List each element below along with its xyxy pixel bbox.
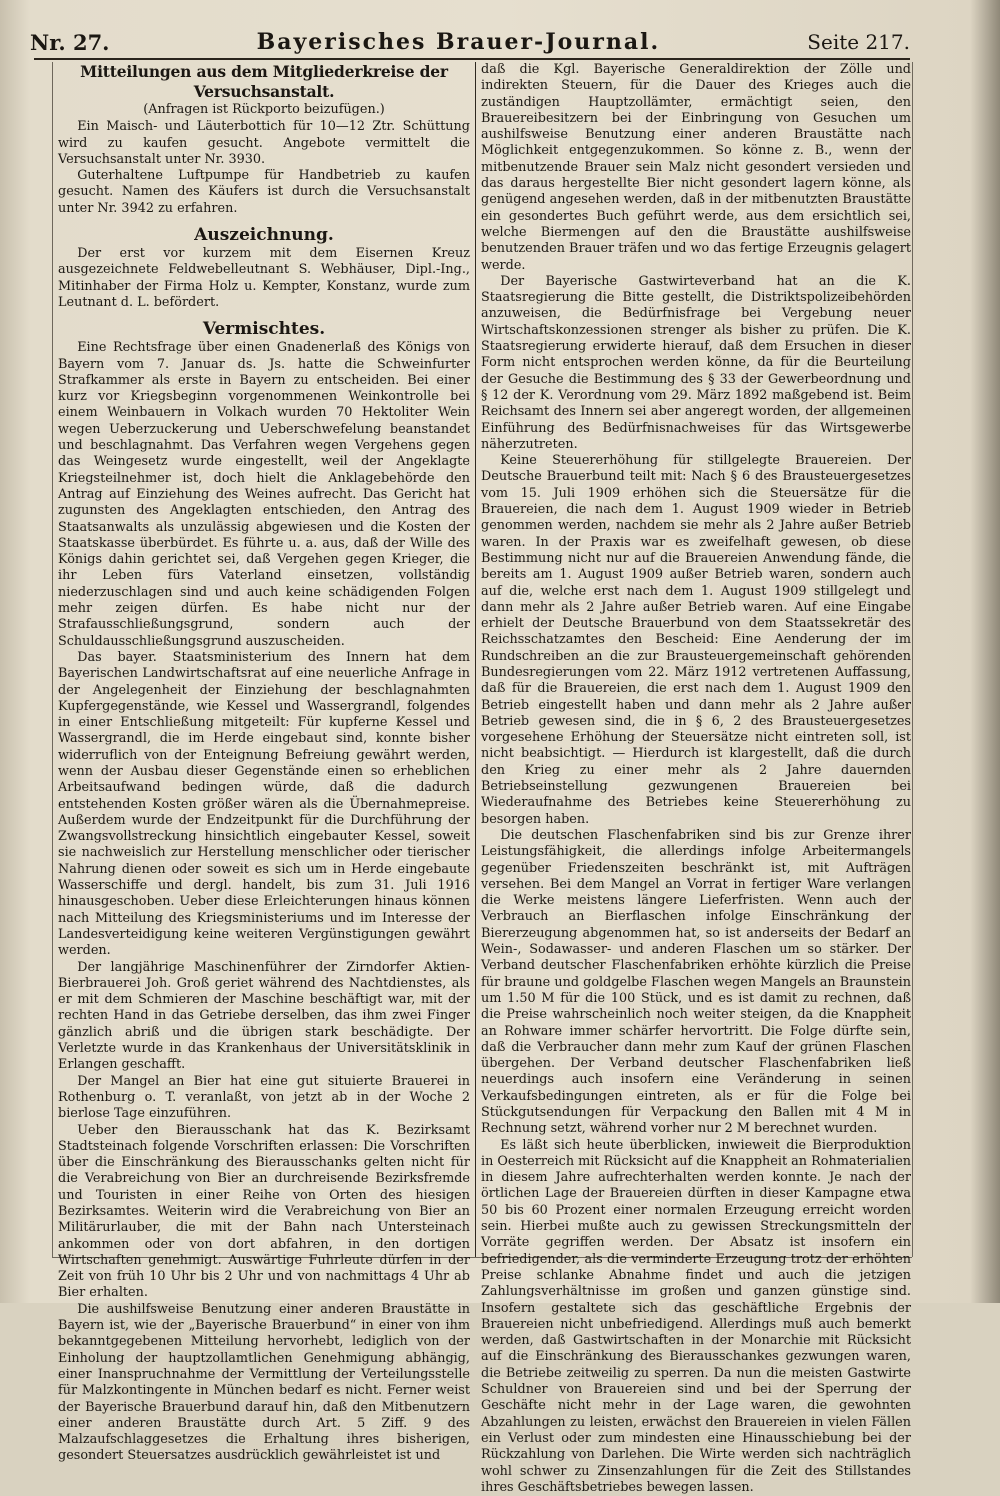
article-maschinenfuehrer: Der langjährige Maschinenführer der Zirndorfer Aktien-Bierbrauerei Joh. Groß geriet während des Nachtdienstes, als er mit dem Schmieren der Maschine beschäftigt war, mit der rechten Hand in das Getriebe derselben, das ihm zwei Finger gänzlich abriß und die übrigen stark beschädigte. Der Verletzte wurde in das Krankenhaus der Universitätsklinik in Erlangen geschafft. [58, 959, 470, 1073]
article-mangel-an-bier: Der Mangel an Bier hat eine gut situierte Brauerei in Rothenburg o. T. veranlaßt, von jetzt ab in der Woche 2 bierlose Tage einzuführen. [58, 1073, 470, 1122]
article-rechtsfrage: Eine Rechtsfrage über einen Gnadenerlaß des Königs von Bayern vom 7. Januar ds. Js. hatte die Schweinfurter Strafkammer als erste in Bayern zu entscheiden. Bei einer kurz vor Kriegsbeginn vorgenommenen Weinkontrolle bei einem Weinbauern in Volkach wurden 70 Hektoliter Wein wegen Ueberzuckerung und Ueberschwefelung beanstandet und beschlagnahmt. Das Verfahren wegen Vergehens gegen das Weingesetz wurde eingestellt, weil der Angeklagte Kriegsteilnehmer ist, doch hielt die Anklagebehörde den Antrag auf Einziehung des Weines aufrecht. Das Gericht hat zugunsten des Angeklagten entschieden, den Antrag des Staatsanwalts als unzulässig abgewiesen und die Kosten der Staatskasse überbürdet. Es führte u. a. aus, daß der Wille des Königs dahin gerichtet sei, daß Vergehen gegen Krieger, die ihr Leben fürs Vaterland einsetzen, vollständig niederzuschlagen sind und auch keine schädigenden Folgen mehr zeigen dürfen. Es habe nicht nur der Strafausschließungsgrund, sondern auch der Schuldausschließungsgrund auszuscheiden. [58, 340, 470, 649]
issue-number: Nr. 27. [30, 29, 110, 55]
article-gastwirteverband: Der Bayerische Gastwirteverband hat an die K. Staatsregierung die Bitte gestellt, die Distriktspolizeibehörden anzuweisen, die Bedürfnisfrage bei Vergebung neuer Wirtschaftskonzessionen strenger als bisher zu prüfen. Die K. Staatsregierung erwiderte hierauf, daß dem Ersuchen in dieser Form nicht entsprochen werden könne, da für die Beurteilung der Gesuche die Bestimmung des § 33 der Gewerbeordnung und § 12 der K. Verordnung vom 29. März 1892 maßgebend ist. Beim Reichsamt des Innern sei aber angeregt worden, der allgemeinen Einführung des Bedürfnisnachweises für das Wirtsgewerbe näherzutreten. [481, 273, 911, 452]
article-steuererhoehung: Keine Steuererhöhung für stillgelegte Brauereien. Der Deutsche Brauerbund teilt mit: Nach § 6 des Brausteuergesetzes vom 15. Juli 1909 erhöhen sich die Steuersätze für die Brauereien, die nach dem 1. August 1909 wieder in Betrieb genommen werden, nachdem sie mehr als 2 Jahre außer Betrieb waren. In der Praxis war es zweifelhaft gewesen, ob diese Bestimmung nicht nur auf die Brauereien Anwendung fände, die bereits am 1. August 1909 außer Betrieb waren, sondern auch auf die, welche erst nach dem 1. August 1909 stillgelegt und dann mehr als 2 Jahre außer Betrieb waren. Auf eine Eingabe erhielt der Deutsche Brauerbund von dem Staatssekretär des Reichsschatzamtes den Bescheid: Eine Aenderung der im Rundschreiben an die zur Brausteuergemeinschaft gehörenden Bundesregierungen vom 22. März 1912 vertretenen Auffassung, daß für die Brauereien, die erst nach dem 1. August 1909 den Betrieb eingestellt haben und dann mehr als 2 Jahre außer Betrieb gewesen sind, die in § 6, 2 des Brausteuergesetzes vorgesehene Erhöhung der Steuersätze nicht eintreten soll, ist nicht beabsichtigt. — Hierdurch ist klargestellt, daß die durch den Krieg zu einer mehr als 2 Jahre dauernden Betriebseinstellung gezwungenen Brauereien bei Wiederaufnahme des Betriebes keine Steuererhöhung zu besorgen haben. [481, 453, 911, 827]
notice-luftpumpe: Guterhaltene Luftpumpe für Handbetrieb zu kaufen gesucht. Namen des Käufers ist durch die Versuchsanstalt unter Nr. 3942 zu erfahren. [58, 168, 470, 216]
section-heading-vermischtes: Vermischtes. [202, 319, 326, 340]
journal-title: Bayerisches Brauer-Journal. [256, 29, 661, 55]
article-kupfergegenstaende: Das bayer. Staatsministerium des Innern hat dem Bayerischen Landwirtschaftsrat auf eine neuerliche Anfrage in der Angelegenheit der Einziehung der beschlagnahmten Kupfergegenstände, wie Kessel und Wassergrandl, folgendes in einer Entschließung mitgeteilt: Für kupferne Kessel und Wassergrandl, die im Herde eingebaut sind, konnte bisher widerruflich von der Enteignung Befreiung gewährt werden, wenn der Ausbau dieser Gegenstände einen so erheblichen Arbeitsaufwand bedingen würde, daß die dadurch entstehenden Kosten größer wären als die Übernahmepreise. Außerdem wurde der Endzeitpunkt für die Durchführung der Zwangsvollstreckung hinsichtlich eingebauter Kessel, soweit sie nachweislich zur Herstellung menschlicher oder tierischer Nahrung dienen oder soweit es sich um in Herde eingebaute Wasserschiffe und dergl. handelt, bis zum 31. Juli 1916 hinausgeschoben. Ueber diese Erleichterungen hinaus können nach Mitteilung des Kriegsministeriums und im Interesse der Landesverteidigung keine weiteren Vergünstigungen gewährt werden. [58, 649, 470, 959]
page-header [30, 22, 910, 62]
frame-left-rule [52, 62, 53, 1257]
right-column [481, 62, 912, 1495]
article-flaschenfabriken: Die deutschen Flaschenfabriken sind bis zur Grenze ihrer Leistungsfähigkeit, die allerdings infolge Arbeitermangels gegenüber Friedenszeiten beschränkt ist, mit Aufträgen versehen. Bei dem Mangel an Vorrat in fertiger Ware verlangen die Werke meistens längere Lieferfristen. Wenn auch der Verbrauch an Bierflaschen infolge Einschränkung der Biererzeugung abgenommen hat, so ist anderseits der Bedarf an Wein-, Sodawasser- und anderen Flaschen um so stärker. Der Verband deutscher Flaschenfabriken erhöhte kürzlich die Preise für braune und goldgelbe Flaschen wegen Mangels an Braunstein um 1.50 M für die 100 Stück, und es ist damit zu rechnen, daß die Preise wahrscheinlich noch weiter steigen, da die Knappheit an Rohware immer schärfer hervortritt. Die Folge dürfte sein, daß die Verbraucher dann mehr zum Kauf der grünen Flaschen übergehen. Der Verband deutscher Flaschenfabriken ließ neuerdings auch insofern eine Veränderung in seinen Verkaufsbedingungen eintreten, als er für die Folge bei Stückgutsendungen für Verpackung den Ballen mit 4 M in Rechnung setzt, während vorher nur 2 M berechnet wurden. [481, 827, 911, 1137]
header-rule [34, 58, 910, 60]
page-number: Seite 217. [807, 30, 910, 54]
section-heading-auszeichnung: Auszeichnung. [194, 225, 334, 246]
article-braustaette-continued: daß die Kgl. Bayerische Generaldirektion der Zölle und indirekten Steuern, für die Dauer des Krieges auch die zuständigen Hauptzollämter, ermächtigt seien, den Brauereibesitzern bei der Einbringung von Gesuchen um aushilfsweise Benutzung einer anderen Braustätte nach Möglichkeit entgegenzukommen. So könne z. B., wenn der mitbenutzende Brauer sein Malz nicht gesondert versieden und das daraus hergestellte Bier nicht gesondert lagern könne, als genügend angesehen werden, daß in der mitbenutzten Braustätte ein gesondertes Buch geführt werde, aus dem ersichtlich sei, welche Biermengen auf den die Braustätte aushilfsweise benutzenden Brauer träfen und wo das fertige Erzeugnis gelagert werde. [481, 62, 911, 273]
article-bierproduktion-oesterreich: Es läßt sich heute überblicken, inwieweit die Bierproduktion in Oesterreich mit Rücksicht auf die Knappheit an Rohmaterialien in diesem Jahre aufrechterhalten werden konnte. Je nach der örtlichen Lage der Brauereien dürften in dieser Kampagne etwa 50 bis 60 Prozent einer normalen Erzeugung erreicht worden sein. Hierbei mußte auch zu gewissen Streckungsmitteln der Vorräte gegriffen werden. Der Absatz ist insofern ein befriedigender, als die verminderte Erzeugung trotz der erhöhten Preise schlanke Abnahme findet und auch die jetzigen Zahlungsverhältnisse im großen und ganzen günstige sind. Insofern gestaltete sich das geschäftliche Ergebnis der Brauereien nicht unbefriedigend. Allerdings muß auch bemerkt werden, daß Gastwirtschaften in der Monarchie mit Rücksicht auf die Einschränkung des Bierausschankes gezwungen waren, die Betriebe zeitweilig zu sperren. Da nun die meisten Gastwirte Schuldner von Brauereien sind und bei der Sperrung der Geschäfte nicht mehr in der Lage waren, die gewohnten Abzahlungen zu leisten, erwächst den Brauereien in vielen Fällen ein Verlust oder zum mindesten eine Hinausschiebung bei der Rückzahlung von Darlehen. Die Wirte werden sich nachträglich wohl schwer zu Zinsenzahlungen für die Zeit des Stillstandes ihres Geschäftsbetriebes bewegen lassen. [481, 1137, 912, 1495]
column-divider [475, 62, 476, 1257]
article-bierausschank: Ueber den Bierausschank hat das K. Bezirksamt Stadtsteinach folgende Vorschriften erlassen: Die Vorschriften über die Einschränkung des Bierausschanks gelten nicht für die Verabreichung von Bier an durchreisende Bezirksfremde und Touristen in einer Reihe von Orten des hiesigen Bezirksamtes. Weiterin wird die Verabreichung von Bier an Militärurlauber, die mit der Bahn nach Untersteinach ankommen oder von dort abfahren, in den dortigen Wirtschaften genehmigt. Auswärtige Fuhrleute dürfen in der Zeit von früh 10 Uhr bis 2 Uhr und von nachmittags 4 Uhr ab Bier erhalten. [58, 1122, 470, 1301]
article-auszeichnung: Der erst vor kurzem mit dem Eisernen Kreuz ausgezeichnete Feldwebelleutnant S. Webhäuser, Dipl.-Ing., Mitinhaber der Firma Holz u. Kempter, Konstanz, wurde zum Leutnant d. L. befördert. [58, 246, 470, 310]
notice-maischbottich: Ein Maisch- und Läuterbottich für 10—12 Ztr. Schüttung wird zu kaufen gesucht. Angebote vermittelt die Versuchsanstalt unter Nr. 3930. [58, 119, 470, 167]
article-braustaette: Die aushilfsweise Benutzung einer anderen Braustätte in Bayern ist, wie der „Bayerische Brauerbund“ in einer von ihm bekanntgegebenen Mitteilung hervorhebt, lediglich von der Einholung der hauptzollamtlichen Genehmigung abhängig, einer Inanspruchnahme der Vermittlung der Verteilungsstelle für Malzkontingente in München bedarf es nicht. Ferner weist der Bayerische Brauerbund darauf hin, daß den Mitbenutzern einer anderen Braustätte durch Art. 5 Ziff. 9 des Malzaufschlaggesetzes die Erhaltung ihres bisherigen, gesondert Steuersatzes ausdrücklich gewährleistet ist und [58, 1301, 470, 1464]
section-heading-mitteilungen: Mitteilungen aus dem Mitgliederkreise der Versuchsanstalt. [80, 62, 448, 101]
left-column [58, 62, 470, 1464]
frame-right-rule [912, 62, 913, 1257]
section-subheading: (Anfragen ist Rückporto beizufügen.) [143, 102, 385, 117]
